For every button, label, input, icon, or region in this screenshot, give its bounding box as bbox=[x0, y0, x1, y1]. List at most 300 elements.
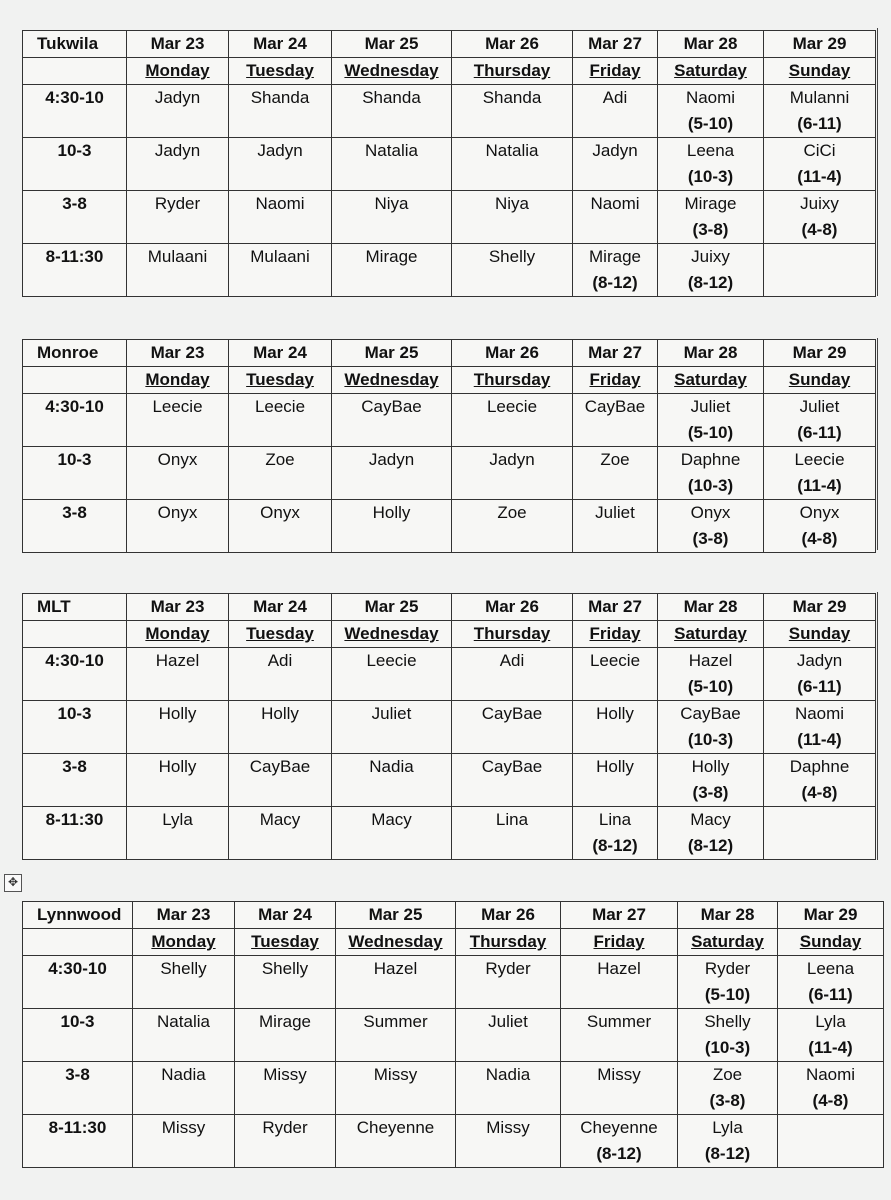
shift-cell bbox=[452, 807, 573, 860]
shift-time-label: 10-3 bbox=[23, 701, 127, 754]
staff-name: Juixy bbox=[691, 247, 730, 266]
date-header: Mar 24 bbox=[235, 902, 336, 929]
shift-cell bbox=[764, 138, 876, 191]
staff-name: Holly bbox=[372, 503, 411, 522]
empty-cell bbox=[23, 929, 133, 956]
staff-name: Mirage bbox=[365, 247, 418, 266]
shift-row bbox=[23, 1115, 884, 1168]
staff-name: Nadia bbox=[161, 1065, 206, 1084]
shift-cell bbox=[658, 500, 764, 553]
date-header: Mar 27 bbox=[573, 31, 658, 58]
shift-hours: (6-11) bbox=[808, 985, 853, 1004]
date-header: Mar 24 bbox=[229, 340, 332, 367]
staff-name: Mirage bbox=[259, 1012, 311, 1031]
shift-cell bbox=[127, 244, 229, 297]
shift-cell bbox=[332, 500, 452, 553]
day-header: Thursday bbox=[456, 929, 561, 956]
shift-time-label: 8-11:30 bbox=[23, 244, 127, 297]
shift-cell bbox=[658, 648, 764, 701]
staff-name: Juixy bbox=[800, 194, 839, 213]
shift-time-label: 10-3 bbox=[23, 447, 127, 500]
shift-cell bbox=[573, 138, 658, 191]
shift-cell bbox=[573, 754, 658, 807]
shift-cell bbox=[332, 191, 452, 244]
location-name: Monroe bbox=[23, 340, 127, 367]
staff-name: Juliet bbox=[371, 704, 412, 723]
date-header: Mar 25 bbox=[336, 902, 456, 929]
staff-name: Hazel bbox=[688, 651, 733, 670]
staff-name: Onyx bbox=[690, 503, 731, 522]
staff-name: Mirage bbox=[589, 247, 641, 266]
shift-hours: (11-4) bbox=[797, 476, 842, 495]
staff-name: Ryder bbox=[704, 959, 751, 978]
shift-hours: (10-3) bbox=[687, 167, 734, 186]
day-header: Friday bbox=[573, 58, 658, 85]
date-header: Mar 25 bbox=[332, 340, 452, 367]
shift-hours: (10-3) bbox=[687, 730, 734, 749]
shift-cell bbox=[764, 85, 876, 138]
staff-name: Onyx bbox=[157, 450, 198, 469]
shift-cell bbox=[573, 244, 658, 297]
shift-cell bbox=[764, 394, 876, 447]
day-header: Friday bbox=[573, 621, 658, 648]
staff-name: Shelly bbox=[488, 247, 536, 266]
staff-name: Shanda bbox=[482, 88, 542, 107]
staff-name: Zoe bbox=[600, 450, 630, 469]
shift-cell bbox=[229, 807, 332, 860]
shift-cell bbox=[764, 807, 876, 860]
shift-cell bbox=[573, 701, 658, 754]
staff-name: Jadyn bbox=[257, 141, 303, 160]
staff-name: Summer bbox=[363, 1012, 428, 1031]
date-header: Mar 23 bbox=[127, 594, 229, 621]
staff-name: Daphne bbox=[680, 450, 741, 469]
shift-cell bbox=[456, 1062, 561, 1115]
day-header: Tuesday bbox=[235, 929, 336, 956]
shift-cell bbox=[336, 1062, 456, 1115]
shift-cell bbox=[456, 956, 561, 1009]
shift-cell bbox=[127, 447, 229, 500]
shift-cell bbox=[452, 138, 573, 191]
shift-cell bbox=[764, 754, 876, 807]
day-header: Saturday bbox=[658, 621, 764, 648]
shift-cell bbox=[452, 191, 573, 244]
shift-hours: (8-12) bbox=[704, 1144, 751, 1163]
shift-hours: (10-3) bbox=[704, 1038, 751, 1057]
day-header: Wednesday bbox=[336, 929, 456, 956]
day-header: Wednesday bbox=[332, 621, 452, 648]
shift-cell bbox=[778, 956, 884, 1009]
move-cross-icon[interactable]: ✥ bbox=[4, 874, 22, 892]
staff-name: Mirage bbox=[684, 194, 737, 213]
shift-cell bbox=[235, 956, 336, 1009]
shift-cell bbox=[235, 1009, 336, 1062]
shift-time-label: 3-8 bbox=[23, 754, 127, 807]
shift-cell bbox=[452, 500, 573, 553]
day-header: Saturday bbox=[658, 367, 764, 394]
day-header: Tuesday bbox=[229, 58, 332, 85]
staff-name: Lina bbox=[495, 810, 529, 829]
staff-name: Naomi bbox=[590, 194, 640, 213]
shift-cell bbox=[573, 394, 658, 447]
shift-cell bbox=[229, 191, 332, 244]
date-header: Mar 29 bbox=[778, 902, 884, 929]
shift-cell bbox=[678, 956, 778, 1009]
shift-cell bbox=[332, 85, 452, 138]
staff-name: Holly bbox=[596, 704, 634, 723]
staff-name: Shanda bbox=[362, 88, 421, 107]
day-header: Friday bbox=[573, 367, 658, 394]
shift-row bbox=[23, 394, 876, 447]
shift-hours: (11-4) bbox=[797, 167, 842, 186]
staff-name: Missy bbox=[263, 1065, 307, 1084]
shift-cell bbox=[452, 394, 573, 447]
shift-time-label: 4:30-10 bbox=[23, 648, 127, 701]
shift-row bbox=[23, 648, 876, 701]
shift-hours: (8-12) bbox=[687, 836, 734, 855]
staff-name: Jadyn bbox=[796, 651, 843, 670]
shift-row bbox=[23, 500, 876, 553]
shift-cell bbox=[452, 447, 573, 500]
shift-cell bbox=[452, 85, 573, 138]
day-header: Monday bbox=[127, 621, 229, 648]
schedule-table-monroe bbox=[22, 339, 876, 553]
staff-name: Adi bbox=[602, 88, 628, 107]
shift-hours: (8-12) bbox=[592, 273, 638, 292]
shift-cell bbox=[127, 500, 229, 553]
staff-name: Ryder bbox=[485, 959, 531, 978]
shift-cell bbox=[133, 1009, 235, 1062]
staff-name: Naomi bbox=[794, 704, 845, 723]
shift-time-label: 3-8 bbox=[23, 500, 127, 553]
shift-time-label: 8-11:30 bbox=[23, 1115, 133, 1168]
shift-cell bbox=[229, 85, 332, 138]
location-name: MLT bbox=[23, 594, 127, 621]
staff-name: Leena bbox=[686, 141, 735, 160]
shift-cell bbox=[658, 85, 764, 138]
shift-cell bbox=[332, 754, 452, 807]
staff-name: CayBae bbox=[680, 704, 741, 723]
shift-cell bbox=[764, 191, 876, 244]
shift-cell bbox=[678, 1009, 778, 1062]
staff-name: Leecie bbox=[254, 397, 306, 416]
shift-hours: (8-12) bbox=[687, 273, 734, 292]
shift-cell bbox=[778, 1062, 884, 1115]
staff-name: Shelly bbox=[261, 959, 309, 978]
staff-name: Zoe bbox=[265, 450, 295, 469]
shift-cell bbox=[452, 754, 573, 807]
staff-name: Holly bbox=[261, 704, 299, 723]
staff-name: Naomi bbox=[805, 1065, 856, 1084]
shift-cell bbox=[764, 244, 876, 297]
date-header: Mar 27 bbox=[561, 902, 678, 929]
shift-cell bbox=[229, 138, 332, 191]
day-header: Tuesday bbox=[229, 367, 332, 394]
schedule-table-lynnwood bbox=[22, 901, 884, 1168]
staff-name: Onyx bbox=[799, 503, 840, 522]
shift-hours: (4-8) bbox=[801, 529, 838, 548]
shift-row bbox=[23, 701, 876, 754]
staff-name: Hazel bbox=[597, 959, 641, 978]
date-header: Mar 28 bbox=[658, 31, 764, 58]
staff-name: Lyla bbox=[712, 1118, 743, 1137]
shift-cell bbox=[573, 648, 658, 701]
staff-name: Zoe bbox=[712, 1065, 743, 1084]
shift-cell bbox=[452, 244, 573, 297]
shift-cell bbox=[658, 701, 764, 754]
staff-name: Summer bbox=[586, 1012, 652, 1031]
staff-name: Lyla bbox=[815, 1012, 846, 1031]
day-header: Wednesday bbox=[332, 367, 452, 394]
shift-cell bbox=[332, 394, 452, 447]
staff-name: Juliet bbox=[488, 1012, 528, 1031]
shift-cell bbox=[229, 394, 332, 447]
staff-name: Holly bbox=[596, 757, 634, 776]
shift-cell bbox=[573, 447, 658, 500]
staff-name: Missy bbox=[597, 1065, 641, 1084]
shift-cell bbox=[573, 807, 658, 860]
staff-name: Macy bbox=[371, 810, 412, 829]
shift-time-label: 4:30-10 bbox=[23, 85, 127, 138]
staff-name: Juliet bbox=[595, 503, 635, 522]
shift-cell bbox=[127, 807, 229, 860]
shift-time-label: 4:30-10 bbox=[23, 956, 133, 1009]
shift-cell bbox=[133, 956, 235, 1009]
shift-cell bbox=[229, 754, 332, 807]
shift-hours: (3-8) bbox=[692, 220, 729, 239]
shift-cell bbox=[127, 85, 229, 138]
shift-cell bbox=[658, 191, 764, 244]
staff-name: Ryder bbox=[154, 194, 201, 213]
staff-name: Shelly bbox=[160, 959, 207, 978]
staff-name: Onyx bbox=[157, 503, 198, 522]
shift-hours: (8-12) bbox=[592, 836, 638, 855]
shift-cell bbox=[764, 701, 876, 754]
staff-name: Cheyenne bbox=[356, 1118, 435, 1137]
shift-hours: (3-8) bbox=[709, 1091, 746, 1110]
staff-name: CiCi bbox=[803, 141, 836, 160]
staff-name: Nadia bbox=[369, 757, 414, 776]
date-header: Mar 28 bbox=[658, 340, 764, 367]
day-header: Thursday bbox=[452, 621, 573, 648]
staff-name: Adi bbox=[267, 651, 293, 670]
shift-hours: (6-11) bbox=[797, 114, 842, 133]
shift-cell bbox=[658, 244, 764, 297]
date-header: Mar 26 bbox=[452, 340, 573, 367]
staff-name: Macy bbox=[690, 810, 731, 829]
shift-cell bbox=[332, 701, 452, 754]
shift-cell bbox=[229, 447, 332, 500]
staff-name: Shanda bbox=[250, 88, 310, 107]
staff-name: Macy bbox=[259, 810, 301, 829]
shift-hours: (10-3) bbox=[687, 476, 734, 495]
shift-cell bbox=[336, 1009, 456, 1062]
staff-name: Missy bbox=[161, 1118, 206, 1137]
staff-name: Hazel bbox=[373, 959, 418, 978]
shift-cell bbox=[456, 1009, 561, 1062]
shift-cell bbox=[678, 1062, 778, 1115]
shift-row bbox=[23, 191, 876, 244]
date-header: Mar 23 bbox=[133, 902, 235, 929]
date-header: Mar 29 bbox=[764, 594, 876, 621]
staff-name: Leena bbox=[806, 959, 855, 978]
day-header: Sunday bbox=[764, 367, 876, 394]
staff-name: Niya bbox=[374, 194, 409, 213]
shift-time-label: 4:30-10 bbox=[23, 394, 127, 447]
shift-hours: (5-10) bbox=[704, 985, 751, 1004]
shift-cell bbox=[456, 1115, 561, 1168]
staff-name: Hazel bbox=[155, 651, 200, 670]
shift-row bbox=[23, 1009, 884, 1062]
day-header: Monday bbox=[127, 367, 229, 394]
shift-time-label: 3-8 bbox=[23, 191, 127, 244]
shift-hours: (4-8) bbox=[812, 1091, 849, 1110]
shift-cell bbox=[332, 807, 452, 860]
staff-name: Daphne bbox=[789, 757, 850, 776]
empty-cell bbox=[23, 367, 127, 394]
staff-name: Lina bbox=[598, 810, 632, 829]
location-name: Lynnwood bbox=[23, 902, 133, 929]
shift-cell bbox=[133, 1115, 235, 1168]
shift-cell bbox=[332, 138, 452, 191]
staff-name: CayBae bbox=[584, 397, 646, 416]
staff-name: Juliet bbox=[799, 397, 840, 416]
shift-hours: (3-8) bbox=[692, 529, 729, 548]
date-header: Mar 24 bbox=[229, 594, 332, 621]
staff-name: Jadyn bbox=[368, 450, 415, 469]
staff-name: Holly bbox=[691, 757, 730, 776]
staff-name: Jadyn bbox=[154, 88, 201, 107]
staff-name: Jadyn bbox=[592, 141, 638, 160]
shift-cell bbox=[561, 956, 678, 1009]
shift-cell bbox=[127, 394, 229, 447]
shift-cell bbox=[229, 701, 332, 754]
staff-name: Naomi bbox=[255, 194, 305, 213]
shift-time-label: 10-3 bbox=[23, 1009, 133, 1062]
staff-name: Jadyn bbox=[154, 141, 201, 160]
shift-cell bbox=[561, 1062, 678, 1115]
staff-name: Mulaani bbox=[147, 247, 208, 266]
date-header: Mar 25 bbox=[332, 31, 452, 58]
staff-name: Mulaani bbox=[250, 247, 310, 266]
shift-hours: (3-8) bbox=[692, 783, 729, 802]
shift-cell bbox=[235, 1115, 336, 1168]
shift-hours: (4-8) bbox=[801, 220, 838, 239]
shift-cell bbox=[332, 447, 452, 500]
date-header: Mar 26 bbox=[452, 594, 573, 621]
shift-cell bbox=[127, 701, 229, 754]
shift-row bbox=[23, 956, 884, 1009]
date-header: Mar 26 bbox=[452, 31, 573, 58]
location-name: Tukwila bbox=[23, 31, 127, 58]
shift-cell bbox=[658, 754, 764, 807]
staff-name: Jadyn bbox=[489, 450, 535, 469]
day-header: Monday bbox=[133, 929, 235, 956]
shift-row bbox=[23, 754, 876, 807]
shift-hours: (11-4) bbox=[797, 730, 842, 749]
staff-name: Onyx bbox=[260, 503, 300, 522]
shift-hours: (6-11) bbox=[797, 423, 842, 442]
date-header: Mar 28 bbox=[658, 594, 764, 621]
shift-hours: (8-12) bbox=[596, 1144, 642, 1163]
date-header: Mar 29 bbox=[764, 31, 876, 58]
staff-name: Mulanni bbox=[789, 88, 850, 107]
staff-name: CayBae bbox=[361, 397, 422, 416]
shift-hours: (5-10) bbox=[687, 114, 734, 133]
shift-cell bbox=[452, 648, 573, 701]
shift-cell bbox=[573, 85, 658, 138]
date-header: Mar 27 bbox=[573, 340, 658, 367]
shift-cell bbox=[133, 1062, 235, 1115]
shift-cell bbox=[764, 447, 876, 500]
date-header: Mar 23 bbox=[127, 31, 229, 58]
day-header: Sunday bbox=[778, 929, 884, 956]
day-header: Saturday bbox=[658, 58, 764, 85]
staff-name: Zoe bbox=[497, 503, 527, 522]
staff-name: Leecie bbox=[589, 651, 641, 670]
shift-cell bbox=[561, 1009, 678, 1062]
shift-cell bbox=[764, 500, 876, 553]
staff-name: CayBae bbox=[249, 757, 311, 776]
schedule-table-tukwila bbox=[22, 30, 876, 297]
date-header: Mar 24 bbox=[229, 31, 332, 58]
shift-cell bbox=[658, 807, 764, 860]
shift-cell bbox=[229, 244, 332, 297]
staff-name: Lyla bbox=[162, 810, 193, 829]
day-header: Thursday bbox=[452, 58, 573, 85]
shift-cell bbox=[678, 1115, 778, 1168]
shift-cell bbox=[127, 138, 229, 191]
shift-cell bbox=[658, 447, 764, 500]
shift-row bbox=[23, 85, 876, 138]
date-header: Mar 23 bbox=[127, 340, 229, 367]
shift-cell bbox=[561, 1115, 678, 1168]
shift-cell bbox=[127, 754, 229, 807]
shift-time-label: 8-11:30 bbox=[23, 807, 127, 860]
staff-name: Natalia bbox=[365, 141, 418, 160]
shift-cell bbox=[127, 191, 229, 244]
day-header: Sunday bbox=[764, 621, 876, 648]
shift-hours: (11-4) bbox=[808, 1038, 853, 1057]
day-header: Sunday bbox=[764, 58, 876, 85]
staff-name: Nadia bbox=[485, 1065, 531, 1084]
shift-cell bbox=[573, 191, 658, 244]
date-header: Mar 25 bbox=[332, 594, 452, 621]
staff-name: Shelly bbox=[704, 1012, 751, 1031]
shift-cell bbox=[764, 648, 876, 701]
shift-cell bbox=[778, 1115, 884, 1168]
shift-cell bbox=[658, 138, 764, 191]
shift-cell bbox=[332, 244, 452, 297]
shift-row bbox=[23, 807, 876, 860]
shift-hours: (6-11) bbox=[797, 677, 842, 696]
staff-name: Adi bbox=[499, 651, 525, 670]
staff-name: Juliet bbox=[690, 397, 731, 416]
shift-cell bbox=[573, 500, 658, 553]
staff-name: CayBae bbox=[481, 757, 543, 776]
shift-cell bbox=[452, 701, 573, 754]
date-header: Mar 28 bbox=[678, 902, 778, 929]
shift-hours: (4-8) bbox=[801, 783, 838, 802]
staff-name: Naomi bbox=[685, 88, 736, 107]
shift-row bbox=[23, 138, 876, 191]
shift-cell bbox=[336, 956, 456, 1009]
day-header: Wednesday bbox=[332, 58, 452, 85]
shift-cell bbox=[332, 648, 452, 701]
day-header: Thursday bbox=[452, 367, 573, 394]
shift-row bbox=[23, 244, 876, 297]
shift-hours: (5-10) bbox=[687, 677, 734, 696]
